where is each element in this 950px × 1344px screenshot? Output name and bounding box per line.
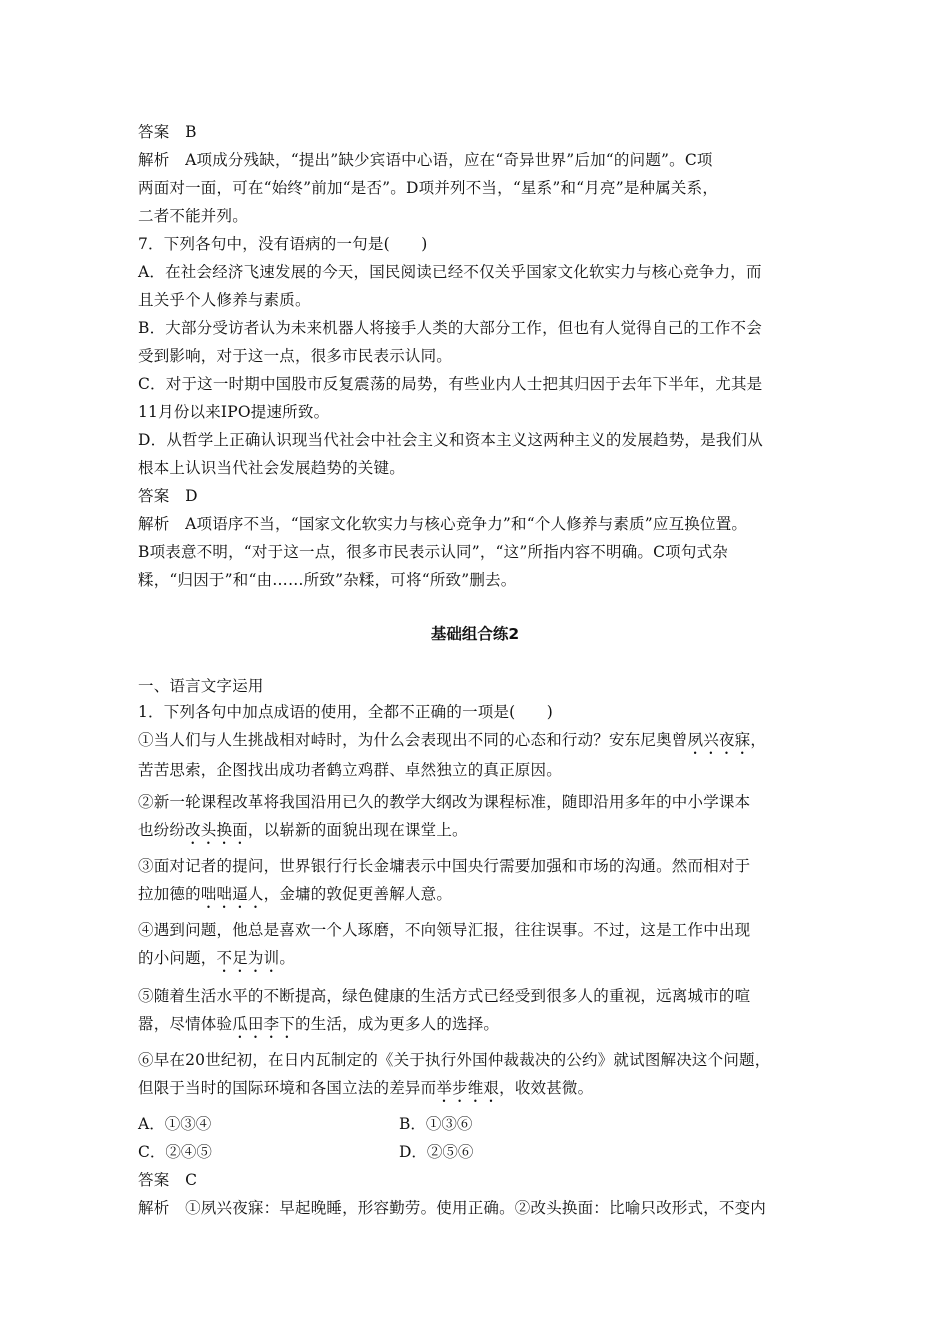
q7-option-b: B．大部分受访者认为未来机器人将接手人类的大部分工作，但也有人觉得自己的工作不会 — [138, 319, 762, 337]
q7-analysis-line: 糅，“归因于”和“由……所致”杂糅，可将“所致”删去。 — [138, 571, 517, 589]
sentence-5-text: 嚣，尽情体验 — [138, 1015, 233, 1033]
sentence-5-line2 — [138, 1014, 499, 1042]
sentence-6-line2 — [138, 1078, 593, 1106]
q6-analysis-line: 两面对一面，可在“始终”前加“是否”。D项并列不当，“星系”和“月亮”是种属关系， — [138, 179, 719, 197]
sentence-4-text: 的小问题， — [138, 949, 217, 967]
q7-option-d: D．从哲学上正确认识现当代社会中社会主义和资本主义这两种主义的发展趋势，是我们从 — [138, 431, 763, 449]
sentence-3: ③面对记者的提问，世界银行行长金墉表示中国央行需要加强和市场的沟通。然而相对于 — [138, 857, 751, 875]
q1-option-d: D．②⑤⑥ — [399, 1143, 474, 1161]
q1-option-b: B．①③⑥ — [399, 1115, 473, 1133]
sentence-3-text: 拉加德的 — [138, 885, 201, 903]
sentence-3-text: ，金墉的敦促更善解人意。 — [263, 885, 453, 903]
dotted-idiom: 不足为训 — [216, 949, 280, 967]
q6-answer: 答案 B — [138, 123, 197, 141]
sentence-2-text: ，以崭新的面貌出现在课堂上。 — [247, 821, 468, 839]
q1-option-c: C．②④⑤ — [138, 1143, 212, 1161]
q1-stem: 1．下列各句中加点成语的使用，全都不正确的一项是( ) — [138, 703, 554, 721]
sentence-1 — [138, 730, 766, 758]
q1-analysis-line: 解析 ①夙兴夜寐：早起晚睡，形容勤劳。使用正确。②改头换面：比喻只改形式，不变内 — [138, 1199, 767, 1217]
sentence-5-text: 的生活，成为更多人的选择。 — [295, 1015, 500, 1033]
sentence-1-text: ， — [750, 731, 767, 749]
sentence-2: ②新一轮课程改革将我国沿用已久的教学大纲改为课程标准，随即沿用多年的中小学课本 — [138, 793, 751, 811]
q1-option-a: A．①③④ — [138, 1115, 212, 1133]
q7-option-d: 根本上认识当代社会发展趋势的关键。 — [138, 459, 405, 477]
q6-analysis-line: 解析 A项成分残缺，“提出”缺少宾语中心语，应在“奇异世界”后加“的问题”。C项 — [138, 151, 713, 169]
sentence-6-text: ，收效甚微。 — [499, 1079, 594, 1097]
sentence-2-text: 也纷纷 — [138, 821, 186, 839]
q6-analysis-line: 二者不能并列。 — [138, 207, 248, 225]
q7-option-c: 11月份以来IPO提速所致。 — [138, 403, 330, 421]
sentence-4-text: 。 — [279, 949, 296, 967]
dotted-idiom: 举步维艰 — [436, 1079, 500, 1097]
q7-option-a: 且关乎个人修养与素质。 — [138, 291, 311, 309]
q7-analysis-line: 解析 A项语序不当，“国家文化软实力与核心竞争力”和“个人修养与素质”应互换位置。 — [138, 515, 748, 533]
q7-answer: 答案 D — [138, 487, 198, 505]
q1-answer: 答案 C — [138, 1171, 198, 1189]
sentence-2-line2 — [138, 820, 468, 848]
dotted-idiom: 夙兴夜寐 — [687, 731, 751, 749]
sentence-3-line2 — [138, 884, 452, 912]
dotted-idiom: 咄咄逼人 — [200, 885, 264, 903]
q7-option-c: C．对于这一时期中国股市反复震荡的局势，有些业内人士把其归因于去年下半年，尤其是 — [138, 375, 763, 393]
dotted-idiom: 瓜田李下 — [232, 1015, 296, 1033]
q7-stem: 7．下列各句中，没有语病的一句是( ) — [138, 235, 428, 253]
sentence-1-text: ①当人们与人生挑战相对峙时，为什么会表现出不同的心态和行动？安东尼奥曾 — [138, 731, 688, 749]
sentence-6: ⑥早在20世纪初，在日内瓦制定的《关于执行外国仲裁裁决的公约》就试图解决这个问题， — [138, 1051, 771, 1069]
sentence-4-line2 — [138, 948, 295, 976]
q7-option-a: A．在社会经济飞速发展的今天，国民阅读已经不仅关乎国家文化软实力与核心竞争力，而 — [138, 263, 762, 281]
part-heading: 一、语言文字运用 — [138, 677, 264, 695]
sentence-6-text: 但限于当时的国际环境和各国立法的差异而 — [138, 1079, 437, 1097]
section-title: 基础组合练2 — [430, 625, 520, 643]
q7-analysis-line: B项表意不明，“对于这一点，很多市民表示认同”，“这”所指内容不明确。C项句式杂 — [138, 543, 728, 561]
sentence-4: ④遇到问题，他总是喜欢一个人琢磨，不向领导汇报，往往误事。不过，这是工作中出现 — [138, 921, 751, 939]
sentence-1-line2: 苦苦思索，企图找出成功者鹤立鸡群、卓然独立的真正原因。 — [138, 761, 562, 779]
sentence-5: ⑤随着生活水平的不断提高，绿色健康的生活方式已经受到很多人的重视，远离城市的喧 — [138, 987, 751, 1005]
q7-option-b: 受到影响，对于这一点，很多市民表示认同。 — [138, 347, 453, 365]
dotted-idiom: 改头换面 — [185, 821, 248, 839]
